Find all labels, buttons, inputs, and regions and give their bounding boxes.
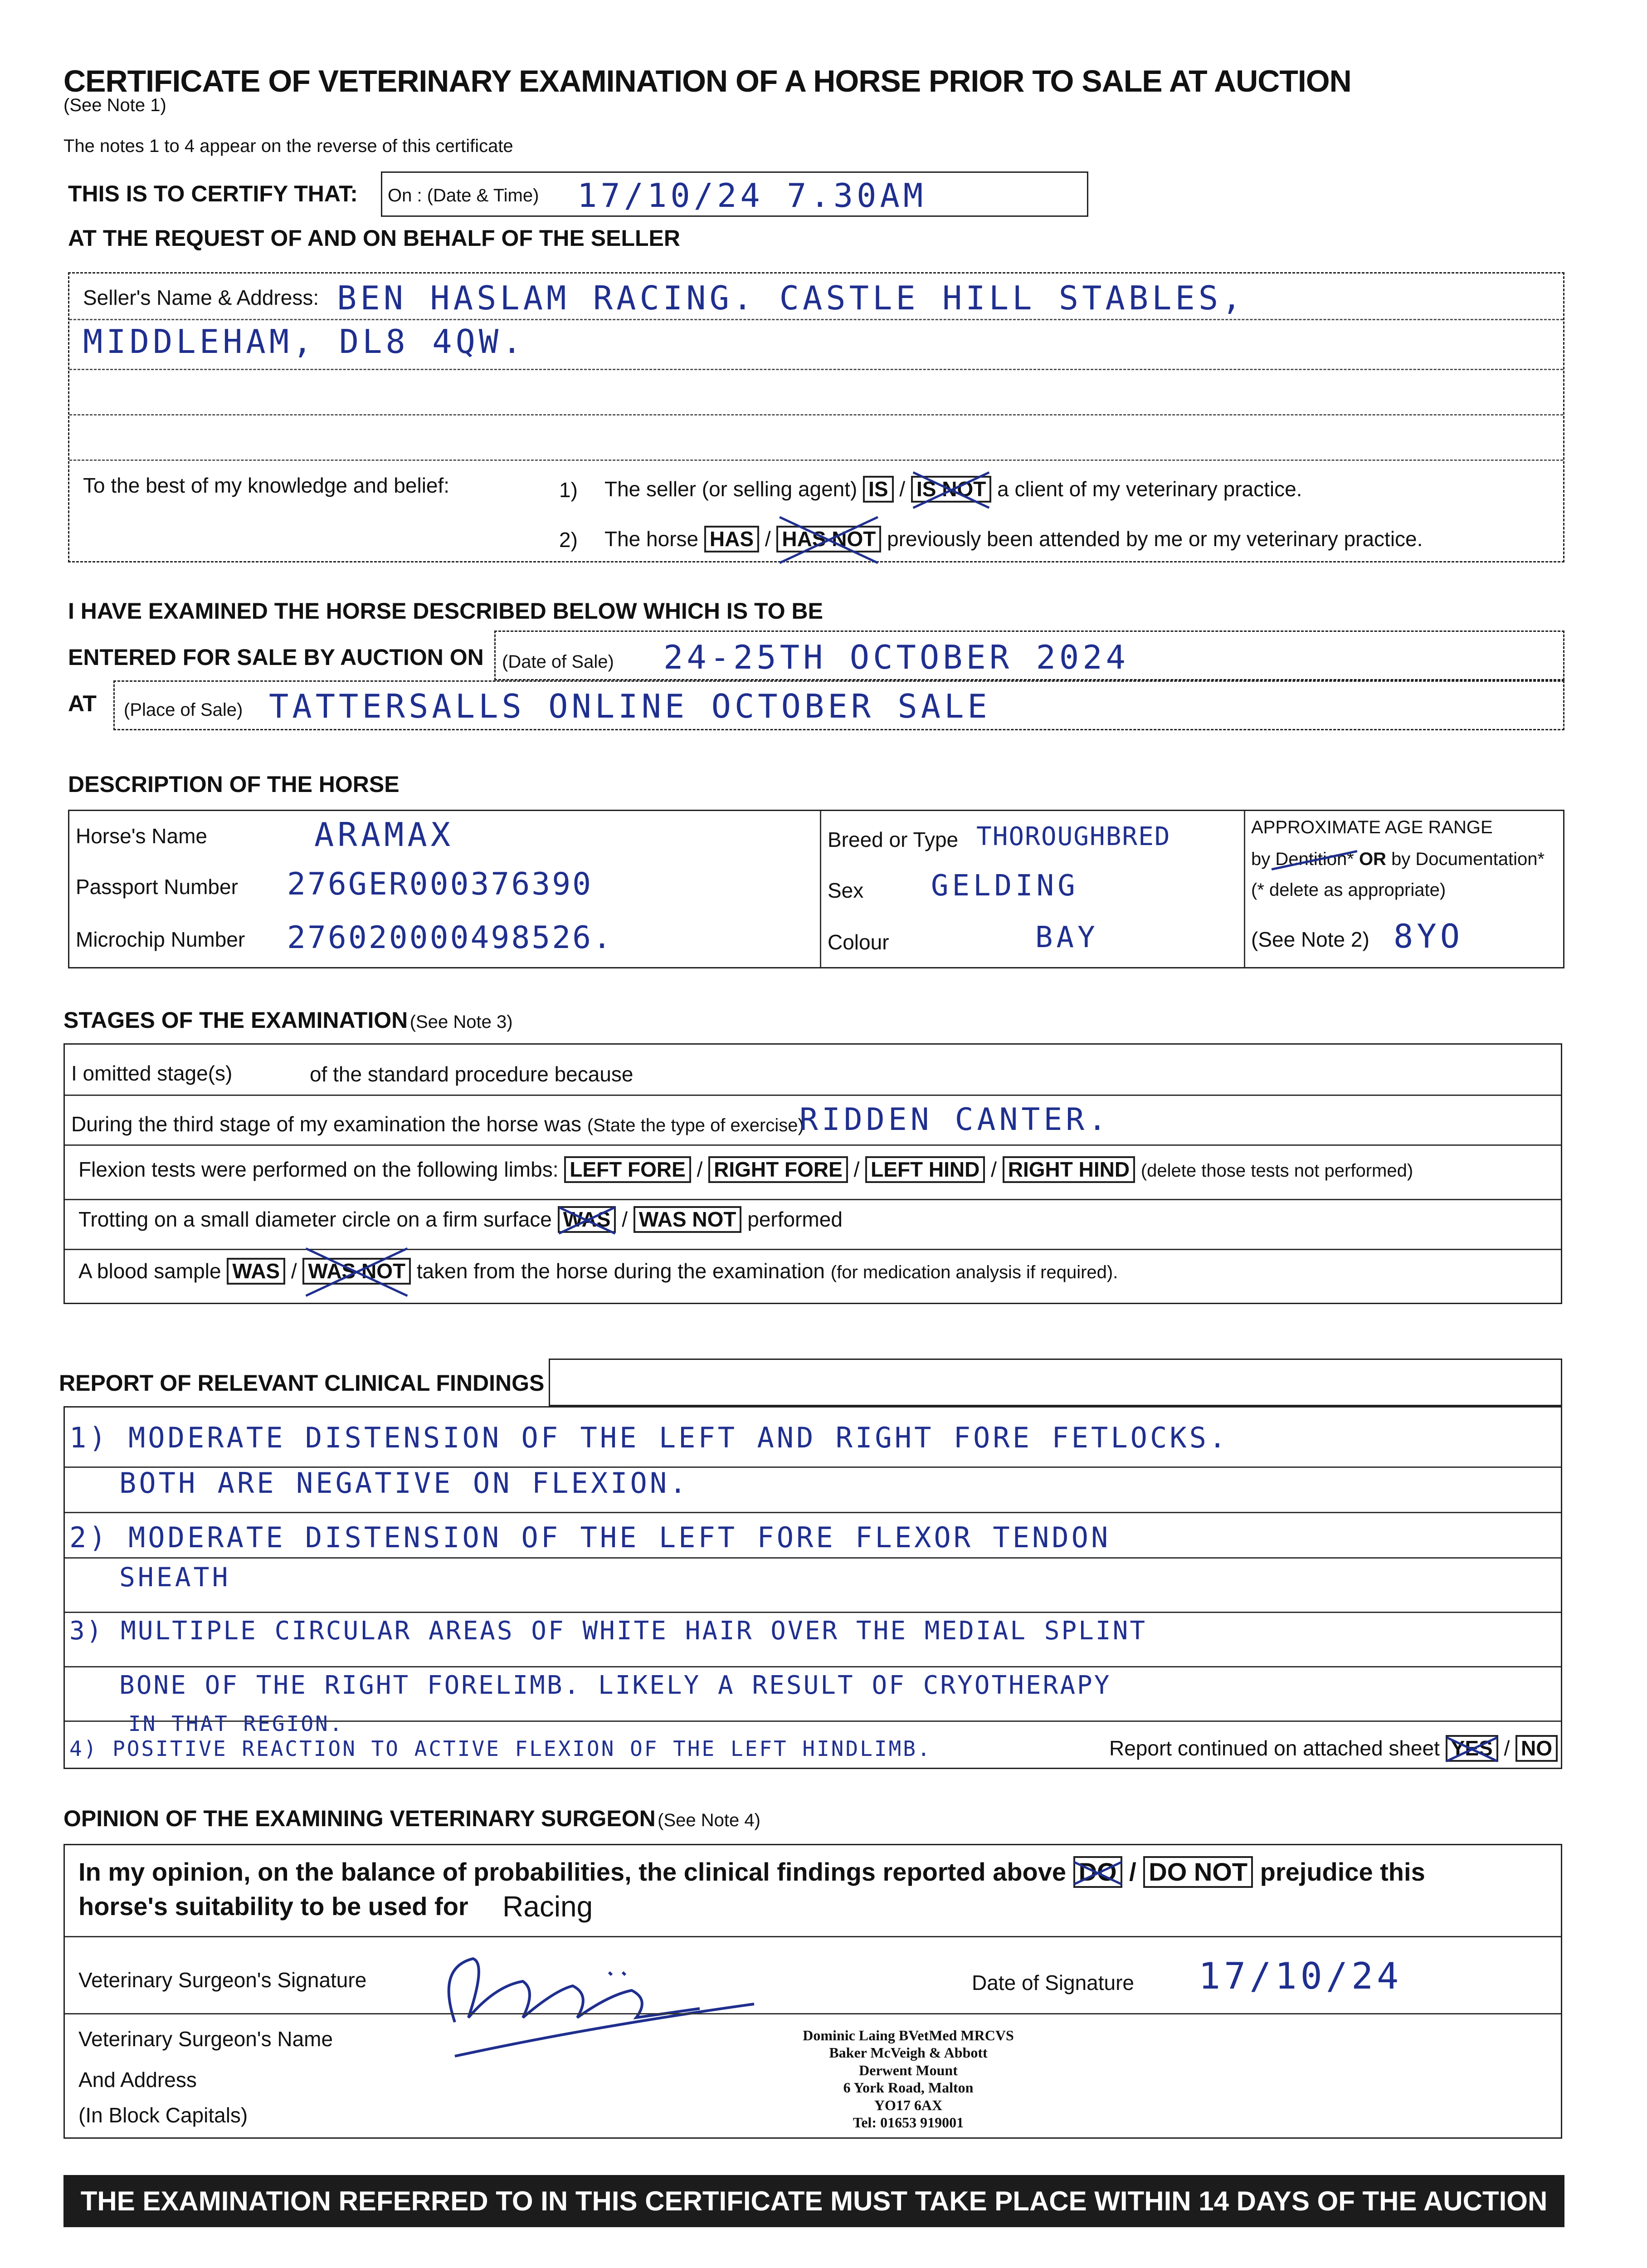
datetime-value: 17/10/24 7.30AM (577, 176, 927, 215)
horse-attended-line (604, 526, 1423, 552)
flexion-line (78, 1156, 1413, 1183)
continued-sep: / (1504, 1736, 1510, 1760)
do-not-option[interactable]: DO NOT (1143, 1856, 1253, 1888)
vet-address-label: And Address (78, 2068, 197, 2092)
trot-post: performed (747, 1207, 843, 1231)
colour-value: BAY (1035, 921, 1099, 954)
item2-number: 2) (559, 528, 578, 552)
opinion-sep: / (1129, 1857, 1136, 1886)
report-continued-label: Report continued on attached sheet (1109, 1736, 1440, 1760)
findings-box (63, 1406, 1562, 1769)
datetime-box (381, 171, 1088, 217)
trot-was-option[interactable]: WAS (558, 1206, 616, 1233)
opinion-text-1: In my opinion, on the balance of probabilities, the clinical findings reported above (78, 1857, 1067, 1886)
findings-heading-box (549, 1359, 1562, 1406)
age-or: OR (1359, 849, 1386, 869)
entered-line: ENTERED FOR SALE BY AUCTION ON (68, 645, 484, 670)
flexion-label: Flexion tests were performed on the following limbs: (78, 1158, 559, 1181)
third-stage-note: (State the type of exercise) (587, 1115, 804, 1135)
is-not-option[interactable]: IS NOT (911, 476, 991, 503)
flexion-note: (delete those tests not performed) (1140, 1161, 1413, 1181)
third-stage-line (71, 1112, 804, 1136)
third-stage-label: During the third stage of my examination the horse was (71, 1112, 582, 1136)
description-heading: DESCRIPTION OF THE HORSE (68, 772, 400, 797)
seller-box (68, 272, 1564, 562)
stamp-line-4: 6 York Road, Malton (843, 2079, 974, 2096)
sale-date-label: (Date of Sale) (502, 652, 614, 672)
age-by: by (1251, 849, 1271, 869)
finding-line-8: 4) POSITIVE REACTION TO ACTIVE FLEXION OF THE LEFT HINDLIMB. (69, 1736, 932, 1761)
flexion-sep-3: / (991, 1158, 997, 1181)
finding-line-5: 3) MULTIPLE CIRCULAR AREAS OF WHITE HAIR OVER THE MEDIAL SPLINT (69, 1616, 1147, 1646)
finding-line-1: 1) MODERATE DISTENSION OF THE LEFT AND RIGHT FORE FETLOCKS. (69, 1421, 1229, 1454)
vet-stamp (736, 2027, 1081, 2131)
left-fore-option[interactable]: LEFT FORE (564, 1156, 691, 1183)
trot-label: Trotting on a small diameter circle on a firm surface (78, 1207, 552, 1231)
certificate-title: CERTIFICATE OF VETERINARY EXAMINATION OF A HORSE PRIOR TO SALE AT AUCTION (63, 64, 1351, 98)
blood-label: A blood sample (78, 1259, 221, 1283)
age-documentation-option[interactable]: by Documentation* (1391, 849, 1545, 869)
stages-heading-note: (See Note 3) (409, 1012, 513, 1032)
knowledge-label: To the best of my knowledge and belief: (83, 474, 450, 497)
item2-post: previously been attended by me or my veterinary practice. (887, 527, 1423, 551)
examined-line: I HAVE EXAMINED THE HORSE DESCRIBED BELOW WHICH IS TO BE (68, 598, 823, 624)
signature-label: Veterinary Surgeon's Signature (78, 1968, 367, 1992)
flexion-sep-2: / (853, 1158, 860, 1181)
seller-client-line (604, 476, 1302, 503)
seller-line-2: MIDDLEHAM, DL8 4QW. (83, 323, 526, 361)
blood-sep: / (291, 1259, 297, 1283)
right-hind-option[interactable]: RIGHT HIND (1003, 1156, 1135, 1183)
stamp-line-1: Dominic Laing BVetMed MRCVS (803, 2027, 1014, 2043)
trot-line (78, 1206, 843, 1233)
finding-line-3: 2) MODERATE DISTENSION OF THE LEFT FORE FLEXOR TENDON (69, 1521, 1111, 1554)
breed-value: THOROUGHBRED (976, 822, 1171, 851)
report-continued-line (1106, 1735, 1560, 1762)
stamp-line-2: Baker McVeigh & Abbott (829, 2044, 988, 2061)
sex-value: GELDING (931, 869, 1079, 903)
opinion-box (63, 1844, 1562, 2139)
is-option[interactable]: IS (863, 476, 893, 503)
stages-heading-text: STAGES OF THE EXAMINATION (63, 1007, 408, 1033)
opinion-text-2: prejudice this (1260, 1857, 1425, 1886)
passport-label: Passport Number (76, 875, 238, 899)
opinion-heading (63, 1805, 760, 1832)
footer-banner: THE EXAMINATION REFERRED TO IN THIS CERTIFICATE MUST TAKE PLACE WITHIN 14 DAYS OF THE AUCTION (63, 2175, 1564, 2227)
item2-pre: The horse (604, 527, 699, 551)
flexion-sep-1: / (697, 1158, 703, 1181)
signature-date-label: Date of Signature (972, 1971, 1135, 1994)
has-option[interactable]: HAS (704, 526, 759, 552)
age-see-note: (See Note 2) (1251, 928, 1369, 951)
passport-value: 276GER000376390 (287, 866, 593, 902)
horse-name-value: ARAMAX (314, 816, 454, 854)
see-note-1: (See Note 1) (63, 95, 166, 115)
block-capitals-label: (In Block Capitals) (78, 2103, 248, 2127)
colour-label: Colour (828, 930, 889, 954)
vet-name-label: Veterinary Surgeon's Name (78, 2027, 333, 2051)
blood-post: taken from the horse during the examination (416, 1259, 825, 1283)
at-label: AT (68, 691, 97, 716)
opinion-heading-text: OPINION OF THE EXAMINING VETERINARY SURGEON (63, 1806, 656, 1831)
third-stage-value: RIDDEN CANTER. (799, 1102, 1111, 1138)
sale-date-value: 24-25TH OCTOBER 2024 (663, 638, 1129, 676)
blood-was-not-option[interactable]: WAS NOT (302, 1258, 411, 1285)
signature-date-value: 17/10/24 (1199, 1955, 1403, 1997)
stamp-line-6: Tel: 01653 919001 (853, 2114, 964, 2131)
sex-label: Sex (828, 879, 864, 902)
item1-sep: / (899, 477, 906, 501)
seller-label: Seller's Name & Address: (83, 286, 319, 309)
description-table (68, 810, 1564, 968)
finding-line-6: BONE OF THE RIGHT FORELIMB. LIKELY A RESULT OF CRYOTHERAPY (119, 1671, 1111, 1700)
stamp-line-3: Derwent Mount (859, 2062, 958, 2078)
request-line: AT THE REQUEST OF AND ON BEHALF OF THE SELLER (68, 225, 680, 251)
opinion-heading-note: (See Note 4) (658, 1810, 760, 1830)
findings-heading: REPORT OF RELEVANT CLINICAL FINDINGS (59, 1370, 545, 1396)
age-delete-note: (* delete as appropriate) (1251, 880, 1446, 900)
stages-box (63, 1043, 1562, 1304)
breed-label: Breed or Type (828, 828, 959, 851)
blood-was-option[interactable]: WAS (227, 1258, 285, 1285)
item1-post: a client of my veterinary practice. (997, 477, 1302, 501)
continued-yes-option[interactable]: YES (1446, 1735, 1498, 1762)
left-hind-option[interactable]: LEFT HIND (865, 1156, 985, 1183)
omitted-label-b: of the standard procedure because (310, 1062, 633, 1086)
seller-line-1: BEN HASLAM RACING. CASTLE HILL STABLES, (337, 279, 1245, 317)
opinion-statement (78, 1856, 1425, 1888)
signature-mark (419, 1941, 790, 2058)
item1-number: 1) (559, 478, 578, 502)
right-fore-option[interactable]: RIGHT FORE (708, 1156, 848, 1183)
omitted-label-a: I omitted stage(s) (71, 1061, 233, 1085)
sale-place-value: TATTERSALLS ONLINE OCTOBER SALE (269, 687, 991, 725)
datetime-label: On : (Date & Time) (388, 186, 539, 205)
trot-sep: / (622, 1207, 628, 1231)
age-method-line (1251, 849, 1545, 870)
age-dentition-option[interactable]: Dentition* (1275, 849, 1354, 869)
stages-heading (63, 1007, 513, 1033)
do-option[interactable]: DO (1073, 1856, 1122, 1888)
finding-line-7: IN THAT REGION. (128, 1711, 344, 1736)
continued-no-option[interactable]: NO (1515, 1735, 1558, 1762)
blood-line (78, 1258, 1118, 1285)
opinion-use-value: Racing (502, 1890, 593, 1923)
trot-was-not-option[interactable]: WAS NOT (633, 1206, 742, 1233)
age-value: 8YO (1394, 917, 1464, 955)
sale-place-label: (Place of Sale) (124, 700, 243, 720)
age-heading: APPROXIMATE AGE RANGE (1251, 817, 1493, 837)
finding-line-2: BOTH ARE NEGATIVE ON FLEXION. (119, 1466, 689, 1500)
notes-line: The notes 1 to 4 appear on the reverse of this certificate (63, 136, 513, 156)
finding-line-4: SHEATH (119, 1562, 231, 1593)
blood-note: (for medication analysis if required). (830, 1262, 1118, 1282)
microchip-value: 276020000498526. (287, 920, 614, 956)
microchip-label: Microchip Number (76, 928, 245, 951)
certify-label: THIS IS TO CERTIFY THAT: (68, 181, 358, 206)
item1-pre: The seller (or selling agent) (604, 477, 858, 501)
horse-name-label: Horse's Name (76, 824, 207, 848)
sale-date-box (494, 631, 1564, 680)
sale-place-box (113, 680, 1564, 730)
has-not-option[interactable]: HAS NOT (776, 526, 881, 552)
stamp-line-5: YO17 6AX (874, 2097, 943, 2113)
opinion-text-3: horse's suitability to be used for (78, 1892, 468, 1921)
item2-sep: / (765, 527, 771, 551)
